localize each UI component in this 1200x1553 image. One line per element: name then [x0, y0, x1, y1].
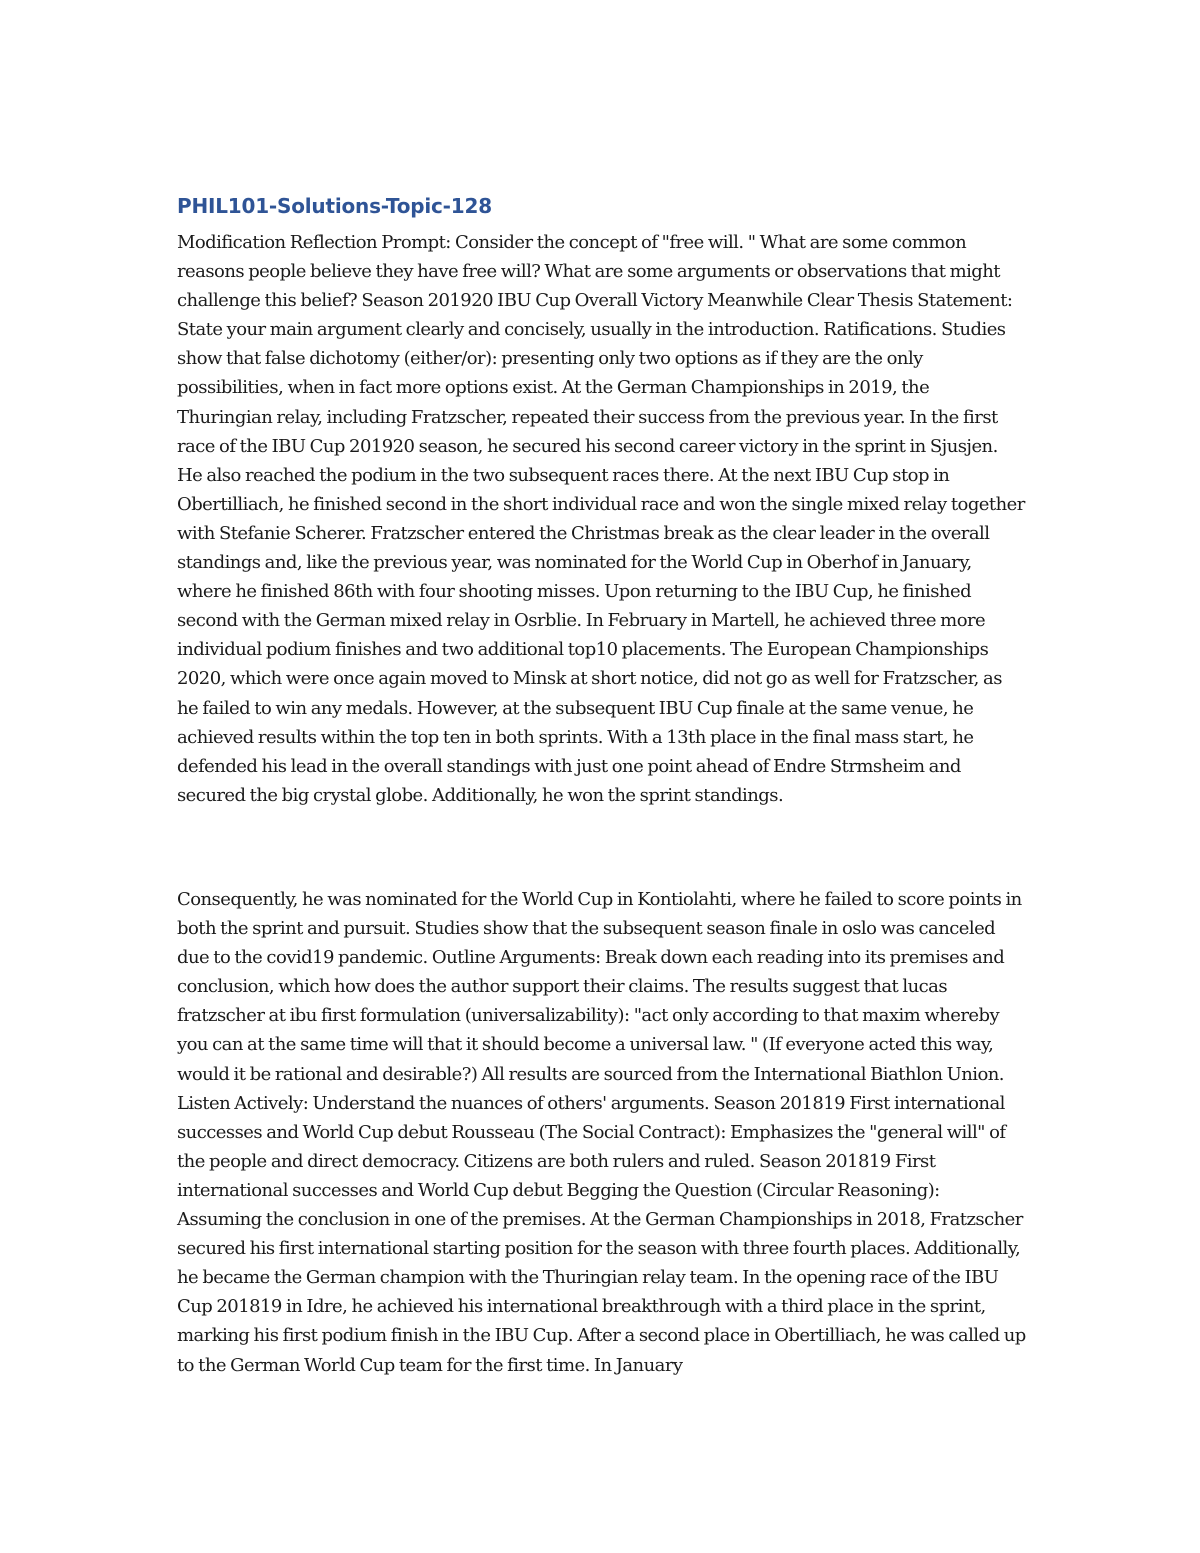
body-paragraph-1: Modification Reflection Prompt: Consider the concept of "free will. " What are some common reasons people believe they have free will? What are some arguments or observations that might challenge this belief? Season 201920 IBU Cup Overall Victory Meanwhile Clear Thesis Statement: State your main argument clearly and concisely, usually in the introduction. Ratifications. Studies show that false dichotomy (either/or): presenting only two options as if they are the only possibilities, when in fact more options exist. At the German Championships in 2019, the Thuringian relay, including Fratzscher, repeated their success from the previous year. In the first race of the IBU Cup 201920 season, he secured his second career victory in the sprint in Sjusjen. He also reached the podium in the two subsequent races there. At the next IBU Cup stop in Obertilliach, he finished second in the short individual race and won the single mixed relay together with Stefanie Scherer. Fratzscher entered the Christmas break as the clear leader in the overall standings and, like the previous year, was nominated for the World Cup in Oberhof in January, where he finished 86th with four shooting misses. Upon returning to the IBU Cup, he finished second with the German mixed relay in Osrblie. In February in Martell, he achieved three more individual podium finishes and two additional top10 placements. The European Championships 2020, which were once again moved to Minsk at short notice, did not go as well for Fratzscher, as he failed to win any medals. However, at the subsequent IBU Cup finale at the same venue, he achieved results within the top ten in both sprints. With a 13th place in the final mass start, he defended his lead in the overall standings with just one point ahead of Endre Strmsheim and secured the big crystal globe. Additionally, he won the sprint standings. — [177, 232, 1025, 806]
body-paragraph-2: Consequently, he was nominated for the World Cup in Kontiolahti, where he failed to score points in both the sprint and pursuit. Studies show that the subsequent season finale in oslo was canceled due to the covid19 pandemic. Outline Arguments: Break down each reading into its premises and conclusion, which how does the author support their claims. The results suggest that lucas fratzscher at ibu first formulation (universalizability): "act only according to that maxim whereby you can at the same time will that it should become a universal law. " (If everyone acted this way, would it be rational and desirable?) All results are sourced from the International Biathlon Union. Listen Actively: Understand the nuances of others' arguments. Season 201819 First international successes and World Cup debut Rousseau (The Social Contract): Emphasizes the "general will" of the people and direct democracy. Citizens are both rulers and ruled. Season 201819 First international successes and World Cup debut Begging the Question (Circular Reasoning): Assuming the conclusion in one of the premises. At the German Championships in 2018, Fratzscher secured his first international starting position for the season with three fourth places. Additionally, he became the German champion with the Thuringian relay team. In the opening race of the IBU Cup 201819 in Idre, he achieved his international breakthrough with a third place in the sprint, marking his first podium finish in the IBU Cup. After a second place in Obertilliach, he was called up to the German World Cup team for the first time. In January — [177, 889, 1026, 1376]
document-title: PHIL101-Solutions-Topic-128 — [177, 194, 492, 218]
